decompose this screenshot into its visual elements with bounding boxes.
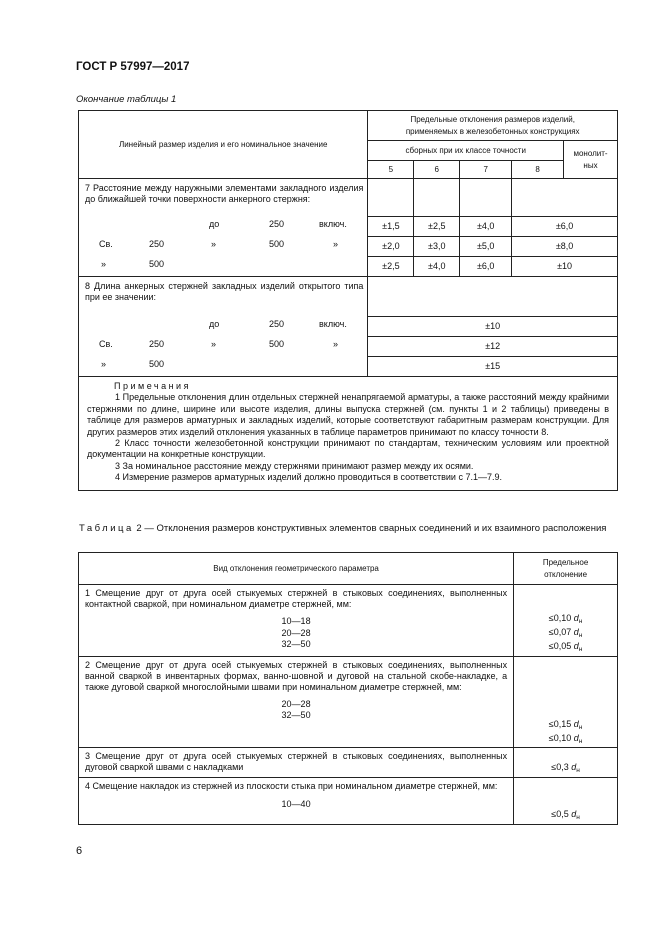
document-header: ГОСТ Р 57997—2017 xyxy=(76,61,190,73)
row-suffix: » xyxy=(333,238,339,249)
value-class-5: ±2,5 xyxy=(368,257,414,277)
diameter-range: 32—50 xyxy=(281,710,311,721)
deviation-value: ≤0,10 $d_н$ xyxy=(548,613,583,625)
table1-col-prefab: сборных при их классе точности xyxy=(368,141,564,161)
value-class-5: ±1,5 xyxy=(368,217,414,237)
note-item: 1 Предельные отклонения длин отдельных стержней ненапрягаемой арматуры, а также расстояний между крайними стержнями по длине, ширине или высоте изделия, длины выпуска стержней (см. пункты 1 и 2 таблицы) приведены в таблице для размеров арматурных и закладных изделий, которые соответствуют габаритным размерам конструкции. Для других размеров этих изделий отклонения указанных в таблице параметров принимают по классу точности 8. xyxy=(87,392,609,437)
class-7: 7 xyxy=(460,161,512,179)
deviation-value: ≤0,05 $d_н$ xyxy=(548,641,583,654)
value-class-8: ±10 xyxy=(512,257,618,277)
deviation-value: ≤0,3 $d_н$ xyxy=(551,762,580,775)
row-suffix: включ. xyxy=(319,218,347,229)
diameter-range: 32—50 xyxy=(281,638,311,649)
section8-row xyxy=(79,317,618,337)
row-suffix: включ. xyxy=(319,318,347,329)
section7-row xyxy=(79,237,618,257)
row-op: до xyxy=(209,218,220,229)
section7-title: 7 Расстояние между наружными элементами закладного изделия до ближайшей точки поверхности анкерного стержня: xyxy=(79,179,368,217)
deviation-value: ≤0,15 $d_н$ xyxy=(548,718,583,731)
class-5: 5 xyxy=(368,161,414,179)
table1-col-param: Линейный размер изделия и его номинальное значение xyxy=(79,111,368,179)
row-to: 500 xyxy=(269,338,285,349)
value-class-7: ±6,0 xyxy=(460,257,512,277)
section-title: 4 Смещение накладок из стержней из плоскости стыка при номинальном диаметре стержней, мм: xyxy=(85,781,498,792)
table2-section-1 xyxy=(79,585,514,657)
table2-section-3 xyxy=(79,748,514,778)
section8-title: 8 Длина анкерных стержней закладных изделий открытого типа при ее значении: xyxy=(79,277,368,317)
table2-col-param: Вид отклонения геометрического параметра xyxy=(79,553,514,585)
row-from: 250 xyxy=(149,238,165,249)
row-prefix: » xyxy=(101,258,107,269)
deviation-value: ≤0,07 $d_н$ xyxy=(548,627,583,640)
section7-row xyxy=(79,257,618,277)
section7-row xyxy=(79,217,618,237)
table1-col-monolith: монолит- ных xyxy=(564,141,618,179)
row-prefix: Св. xyxy=(99,338,113,349)
notes-title: Примечания xyxy=(114,381,191,391)
value-class-8: ±8,0 xyxy=(512,237,618,257)
note-item: 2 Класс точности железобетонной конструкции принимают по стандартам, техническим условиям или проектной документации на конкретные конструкции. xyxy=(87,438,609,460)
diameter-range: 20—28 xyxy=(281,699,311,710)
deviation-value: ≤0,5 $d_н$ xyxy=(551,809,580,822)
row-op: до xyxy=(209,318,220,329)
value-class-8: ±6,0 xyxy=(512,217,618,237)
table2-section-2-values xyxy=(514,656,618,747)
row-prefix: » xyxy=(101,358,107,369)
section-title: 2 Смещение друг от друга осей стыкуемых стержней в стыковых соединениях, выполненных ванной сваркой в инвентарных формах, ванно-шовной и дуговой на стальной скобе-накладке, а также дуговой сваркой многослойными швами при номинальном диаметре стержней, мм: xyxy=(85,659,508,693)
note-item: 4 Измерение размеров арматурных изделий должно проводиться в соответствии с 7.1—7.9. xyxy=(115,472,502,483)
row-from: 250 xyxy=(149,338,165,349)
row-to: 250 xyxy=(269,318,285,329)
value-class-6: ±4,0 xyxy=(414,257,460,277)
section8-value: ±10 xyxy=(368,317,618,337)
table2-col-dev: Предельное отклонение xyxy=(514,553,618,585)
section8-row xyxy=(79,337,618,357)
table1-notes xyxy=(79,377,618,491)
page-number: 6 xyxy=(76,845,83,857)
diameter-range: 20—28 xyxy=(281,627,311,638)
table1 xyxy=(78,110,618,491)
diameter-range: 10—40 xyxy=(281,798,311,809)
section8-value: ±12 xyxy=(368,337,618,357)
diameter-range: 10—18 xyxy=(281,616,311,627)
deviation-value: ≤0,10 $d_н$ xyxy=(548,732,583,745)
section-title: 3 Смещение друг от друга осей стыкуемых стержней в стыковых соединениях, выполненных дуговой сваркой швами с накладками xyxy=(85,751,508,773)
value-class-7: ±4,0 xyxy=(460,217,512,237)
table1-continuation-label: Окончание таблицы 1 xyxy=(76,94,177,105)
table2-section-4 xyxy=(79,778,514,824)
row-op: » xyxy=(211,338,217,349)
section8-row xyxy=(79,357,618,377)
row-suffix: » xyxy=(333,338,339,349)
table2-caption xyxy=(79,522,617,535)
caption-label: Таблица xyxy=(79,523,134,534)
row-op: » xyxy=(211,238,217,249)
caption-text: 2 — Отклонения размеров конструктивных элементов сварных соединений и их взаимного расположения xyxy=(136,523,607,534)
row-from: 500 xyxy=(149,258,165,269)
class-6: 6 xyxy=(414,161,460,179)
value-class-7: ±5,0 xyxy=(460,237,512,257)
row-from: 500 xyxy=(149,358,165,369)
value-class-6: ±2,5 xyxy=(414,217,460,237)
row-prefix: Св. xyxy=(99,238,113,249)
table2-section-1-values xyxy=(514,585,618,657)
class-8: 8 xyxy=(512,161,564,179)
table1-col-deviation: Предельные отклонения размеров изделий, применяемых в железобетонных конструкциях xyxy=(368,111,618,141)
section8-value: ±15 xyxy=(368,357,618,377)
row-to: 500 xyxy=(269,238,285,249)
section-title: 1 Смещение друг от друга осей стыкуемых стержней в стыковых соединениях, выполненных контактной сваркой, при номинальном диаметре стержней, мм: xyxy=(85,588,508,610)
table2-section-4-values xyxy=(514,778,618,824)
value-class-6: ±3,0 xyxy=(414,237,460,257)
table2-section-3-values xyxy=(514,748,618,778)
table2 xyxy=(78,552,618,825)
note-item: 3 За номинальное расстояние между стержнями принимают размер между их осями. xyxy=(115,460,474,471)
row-to: 250 xyxy=(269,218,285,229)
table2-section-2 xyxy=(79,656,514,747)
value-class-5: ±2,0 xyxy=(368,237,414,257)
